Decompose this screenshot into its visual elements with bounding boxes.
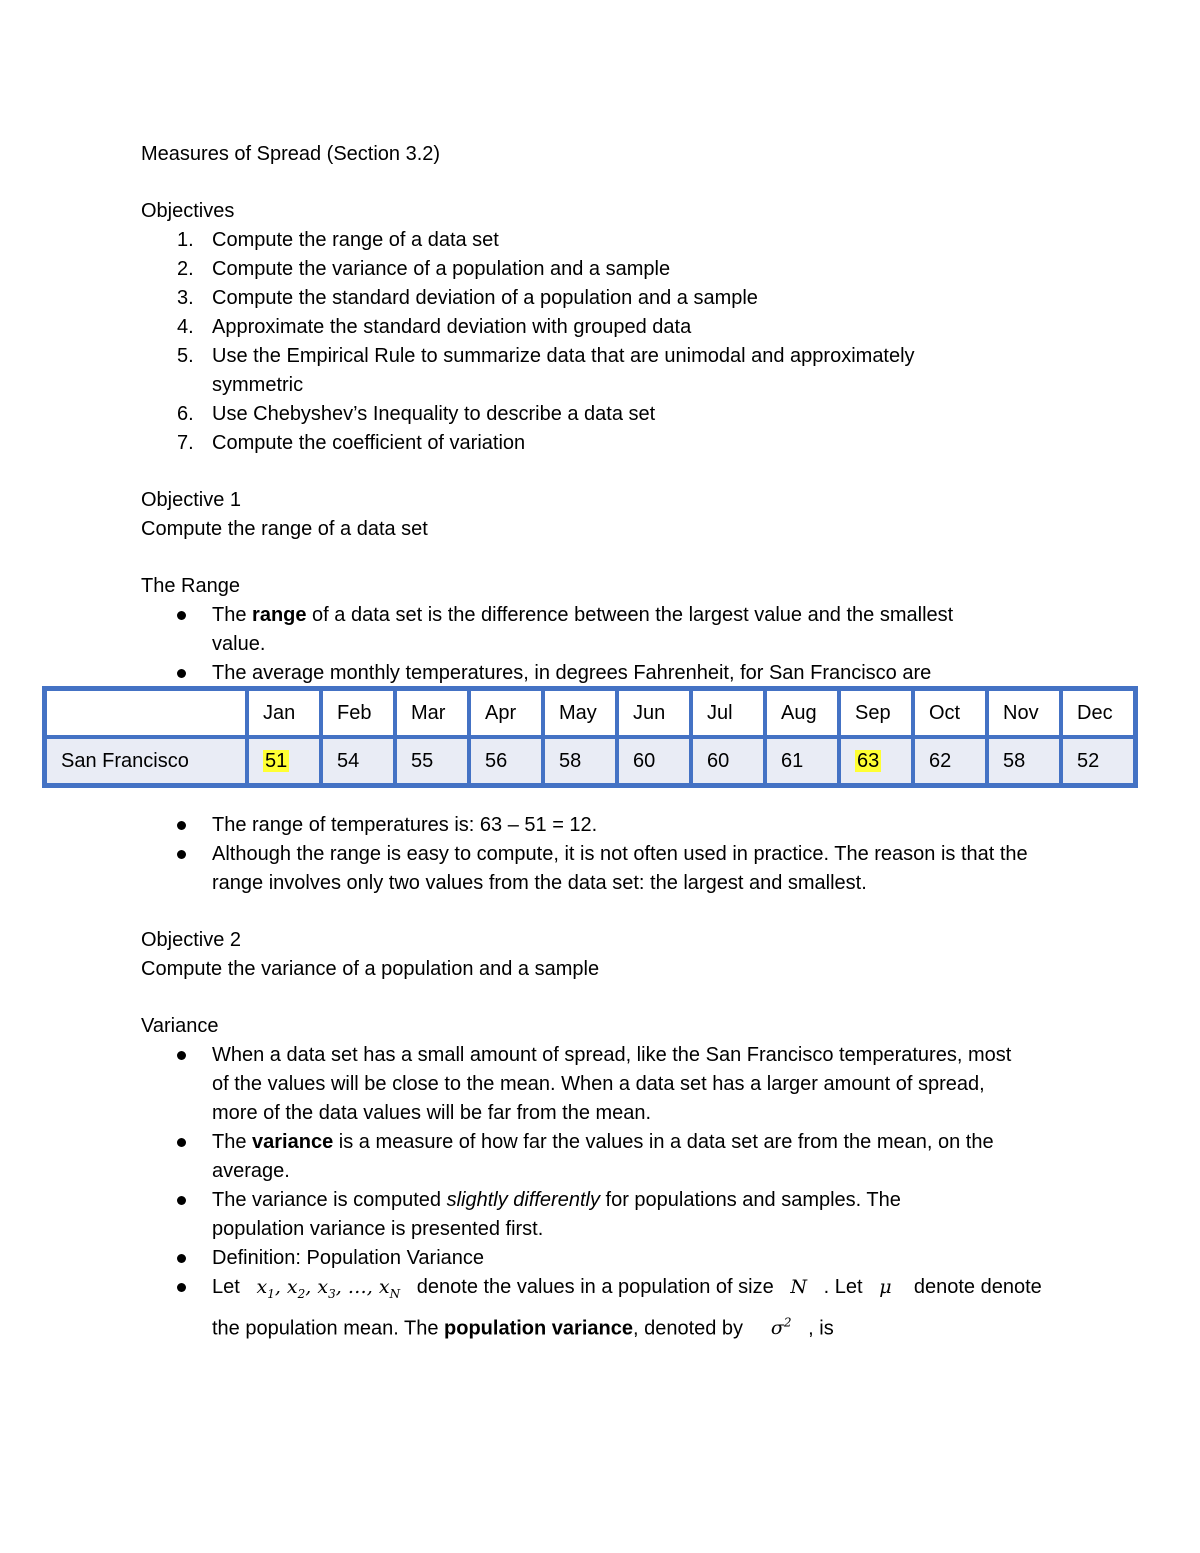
temperature-cell	[247, 737, 321, 785]
month-header: Jun	[617, 689, 691, 737]
month-header: Nov	[987, 689, 1061, 737]
variance-bullets	[141, 1041, 1061, 1343]
temperature-table	[42, 686, 1138, 788]
math-N: N	[790, 1276, 807, 1298]
variance-section-heading: Variance	[141, 1015, 219, 1037]
highlighted-max-value: 63	[857, 749, 880, 772]
objective1-heading: Objective 1	[141, 489, 242, 511]
temperature-cell: 60	[691, 737, 765, 785]
month-header: Sep	[839, 689, 913, 737]
range-bullets-after-table	[141, 811, 1061, 898]
temperature-cell: 58	[987, 737, 1061, 785]
list-item: 2. Compute the variance of a population and a sample	[177, 258, 671, 280]
list-item: 6. Use Chebyshev’s Inequality to describe a data set	[177, 403, 656, 425]
list-item: The average monthly temperatures, in degrees Fahrenheit, for San Francisco are	[141, 659, 1061, 688]
month-header: Jan	[247, 689, 321, 737]
list-item: The range of temperatures is: 63 – 51 = 12.	[141, 811, 1061, 840]
list-item: 7. Compute the coefficient of variation	[177, 432, 526, 454]
objectives-list	[141, 226, 1061, 458]
range-bullets	[141, 601, 1061, 688]
list-item: 5. Use the Empirical Rule to summarize data that are unimodal and approximately symmetric	[177, 345, 915, 396]
objective1-subheading: Compute the range of a data set	[141, 518, 428, 540]
list-item: Although the range is easy to compute, it is not often used in practice. The reason is that the range involves only two values from the data set: the largest and smallest.	[141, 840, 1072, 898]
list-item: The range of a data set is the difference between the largest value and the smallest value.	[141, 601, 1012, 659]
list-item: 3. Compute the standard deviation of a population and a sample	[177, 287, 758, 309]
list-item: When a data set has a small amount of spread, like the San Francisco temperatures, most of the values will be close to the mean. When a data set has a larger amount of spread, more of the data values will be far from the mean.	[141, 1041, 1032, 1128]
temperature-cell: 54	[321, 737, 395, 785]
month-header: Mar	[395, 689, 469, 737]
month-header: May	[543, 689, 617, 737]
table-corner-cell	[45, 689, 247, 737]
math-mu: μ	[879, 1276, 892, 1298]
list-item: 1. Compute the range of a data set	[177, 229, 499, 251]
temperature-cell: 52	[1061, 737, 1135, 785]
table-row	[45, 737, 1135, 785]
range-section-heading: The Range	[141, 575, 240, 597]
page-title: Measures of Spread (Section 3.2)	[141, 143, 441, 165]
table-header-row	[45, 689, 1135, 737]
month-header: Apr	[469, 689, 543, 737]
temperature-cell: 55	[395, 737, 469, 785]
temperature-cell: 56	[469, 737, 543, 785]
month-header: Feb	[321, 689, 395, 737]
math-sigma-squared: $\sigma^2$	[770, 1315, 792, 1340]
row-label: San Francisco	[45, 737, 247, 785]
list-item: Definition: Population Variance	[141, 1244, 1061, 1273]
temperature-cell: 61	[765, 737, 839, 785]
list-item: The variance is computed slightly differently for populations and samples. The population variance is presented first.	[141, 1186, 982, 1244]
temperature-cell	[839, 737, 913, 785]
list-item: Let $x_1$, $x_2$, $x_3$, …, $x_N$ denote the values in a population of size N . Let μ denote denote the population mean. The population variance, denoted by $\sigma^2$ , is	[141, 1273, 1072, 1343]
month-header: Aug	[765, 689, 839, 737]
temperature-cell: 58	[543, 737, 617, 785]
highlighted-min-value: 51	[265, 749, 288, 772]
objectives-heading: Objectives	[141, 200, 235, 222]
objective2-heading: Objective 2	[141, 929, 242, 951]
month-header: Dec	[1061, 689, 1135, 737]
month-header: Oct	[913, 689, 987, 737]
math-values-list: $x_1$, $x_2$, $x_3$, …, $x_N$	[256, 1276, 401, 1301]
document-page	[141, 140, 1061, 688]
objective2-subheading: Compute the variance of a population and a sample	[141, 958, 600, 980]
document-page-continued	[141, 811, 1061, 1343]
list-item: The variance is a measure of how far the values in a data set are from the mean, on the average.	[141, 1128, 1062, 1186]
month-header: Jul	[691, 689, 765, 737]
list-item: 4. Approximate the standard deviation with grouped data	[177, 316, 692, 338]
temperature-cell: 60	[617, 737, 691, 785]
temperature-cell: 62	[913, 737, 987, 785]
